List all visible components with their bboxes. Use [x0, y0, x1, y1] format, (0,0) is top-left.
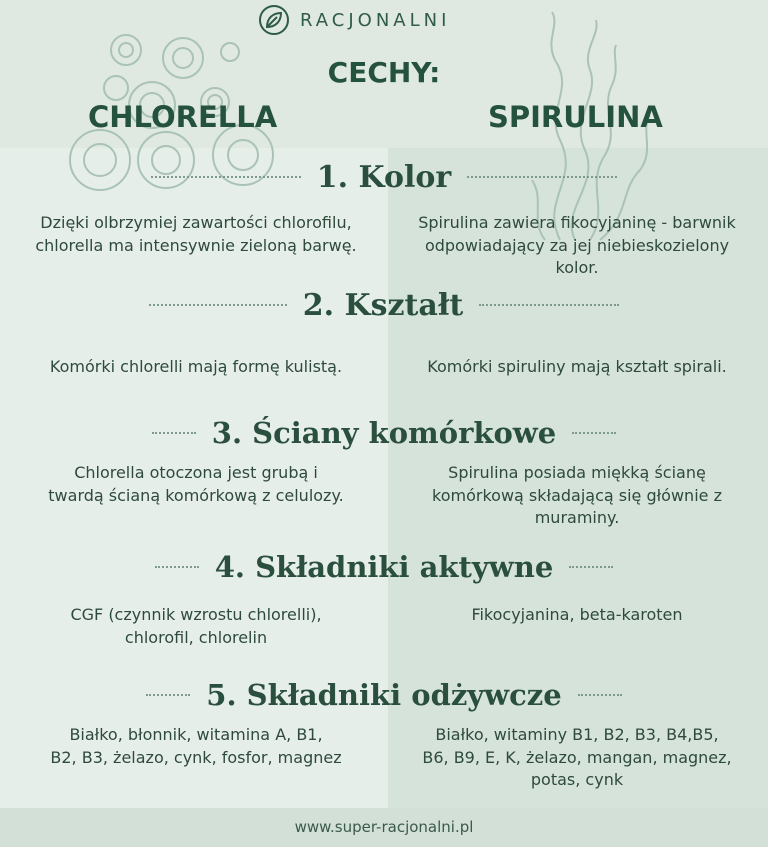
spirulina-ksztalt-text: Komórki spiruliny mają kształt spirali.: [427, 357, 727, 376]
chlorella-odzywcze-text: Białko, błonnik, witamina A, B1, B2, B3, żelazo, cynk, fosfor, magnez: [50, 725, 342, 767]
spirulina-odzywcze-text: Białko, witaminy B1, B2, B3, B4,B5, B6, B9, E, K, żelazo, mangan, magnez, potas, cynk: [422, 725, 732, 789]
section-title: 5. Składniki odżywcze: [206, 678, 562, 712]
dotted-divider: [151, 176, 301, 178]
brand-name: RACJONALNI: [300, 9, 451, 31]
spirulina-sciany-text: Spirulina posiada miękką ścianę komórkową składającą się głównie z muraminy.: [432, 463, 722, 527]
dotted-divider: [578, 694, 622, 696]
spirulina-kolor-text: Spirulina zawiera fikocyjaninę - barwnik odpowiadający za jej niebieskozielony kolor.: [418, 213, 736, 277]
dotted-divider: [572, 432, 616, 434]
spirulina-aktywne-text: Fikocyjanina, beta-karoten: [471, 605, 683, 624]
leaf-logo-icon: [258, 4, 290, 36]
dotted-divider: [569, 566, 613, 568]
section-title: 4. Składniki aktywne: [214, 550, 554, 584]
dotted-divider: [155, 566, 199, 568]
section-heading-kolor: [0, 158, 768, 195]
chlorella-sciany-text: Chlorella otoczona jest grubą i twardą ścianą komórkową z celulozy.: [48, 463, 344, 505]
dotted-divider: [152, 432, 196, 434]
dotted-divider: [467, 176, 617, 178]
footer-website-link[interactable]: www.super-racjonalni.pl: [294, 818, 474, 836]
chlorella-ksztalt-text: Komórki chlorelli mają formę kulistą.: [49, 357, 343, 376]
section-heading-aktywne: [0, 548, 768, 584]
brand-logo: [258, 4, 450, 36]
section-title: 2. Kształt: [302, 287, 464, 323]
section-heading-odzywcze: [0, 676, 768, 712]
section-title: 1. Kolor: [316, 159, 452, 195]
spirulina-column-title: SPIRULINA: [488, 100, 663, 134]
section-heading-sciany: [0, 414, 768, 450]
chlorella-column-title: CHLORELLA: [88, 100, 278, 134]
section-heading-ksztalt: [0, 286, 768, 323]
page-title: CECHY:: [327, 56, 441, 89]
dotted-divider: [146, 694, 190, 696]
chlorella-aktywne-text: CGF (czynnik wzrostu chlorelli), chlorofil, chlorelin: [70, 605, 322, 647]
dotted-divider: [479, 304, 619, 306]
section-title: 3. Ściany komórkowe: [211, 416, 557, 450]
chlorella-kolor-text: Dzięki olbrzymiej zawartości chlorofilu, chlorella ma intensywnie zieloną barwę.: [35, 213, 357, 255]
dotted-divider: [149, 304, 287, 306]
